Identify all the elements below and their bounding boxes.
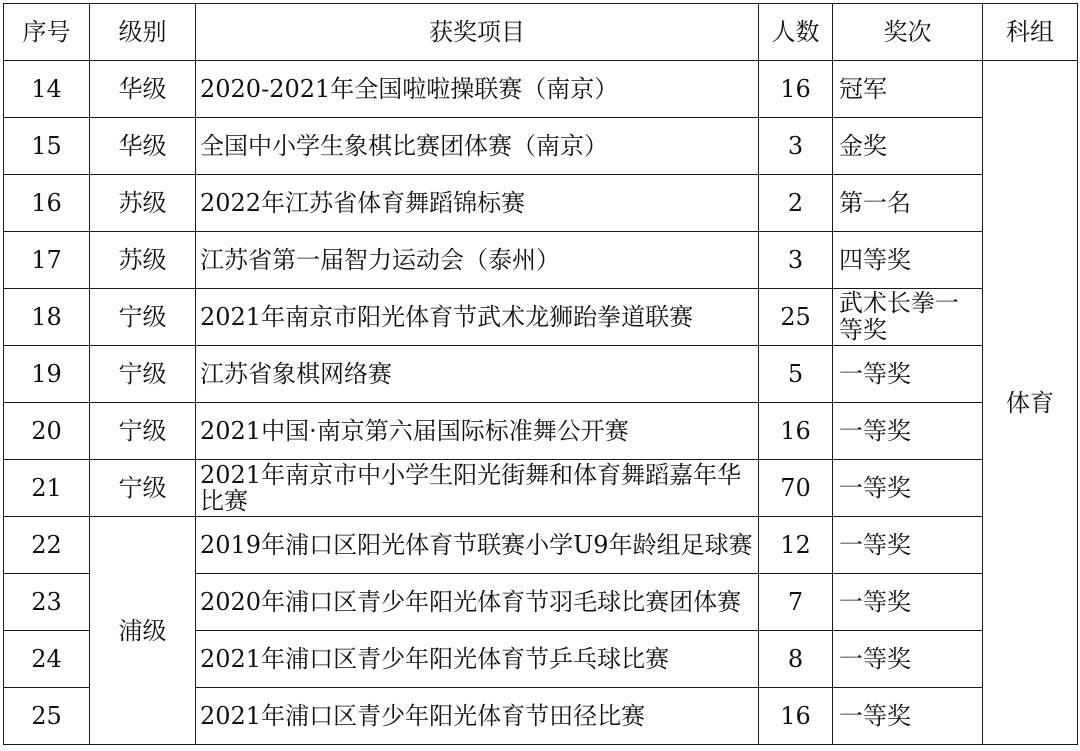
table-body (4, 61, 1078, 745)
table-row (4, 118, 1078, 175)
cell-seq: 14 (4, 61, 90, 118)
cell-seq: 22 (4, 517, 90, 574)
cell-project: 江苏省第一届智力运动会（泰州） (196, 232, 759, 289)
cell-seq: 17 (4, 232, 90, 289)
cell-award: 一等奖 (833, 403, 983, 460)
cell-level: 华级 (90, 61, 196, 118)
cell-award: 金奖 (833, 118, 983, 175)
table-row (4, 175, 1078, 232)
header-award: 奖次 (833, 4, 983, 61)
header-level: 级别 (90, 4, 196, 61)
table-row (4, 460, 1078, 517)
cell-count: 16 (759, 688, 833, 745)
cell-award: 一等奖 (833, 346, 983, 403)
cell-seq: 24 (4, 631, 90, 688)
cell-group: 体育 (983, 61, 1078, 745)
cell-project: 全国中小学生象棋比赛团体赛（南京） (196, 118, 759, 175)
cell-seq: 20 (4, 403, 90, 460)
cell-award: 一等奖 (833, 517, 983, 574)
cell-count: 25 (759, 289, 833, 346)
cell-level: 宁级 (90, 346, 196, 403)
cell-award: 第一名 (833, 175, 983, 232)
cell-level: 苏级 (90, 232, 196, 289)
cell-award: 一等奖 (833, 631, 983, 688)
cell-level: 宁级 (90, 289, 196, 346)
cell-level: 宁级 (90, 460, 196, 517)
cell-count: 16 (759, 61, 833, 118)
cell-count: 2 (759, 175, 833, 232)
table-row (4, 517, 1078, 574)
cell-level: 浦级 (90, 517, 196, 745)
cell-project: 2021年南京市中小学生阳光街舞和体育舞蹈嘉年华比赛 (196, 460, 759, 517)
header-row (4, 4, 1078, 61)
cell-award: 武术长拳一等奖 (833, 289, 983, 346)
cell-seq: 23 (4, 574, 90, 631)
cell-count: 5 (759, 346, 833, 403)
table-row (4, 403, 1078, 460)
cell-count: 12 (759, 517, 833, 574)
cell-level: 华级 (90, 118, 196, 175)
cell-count: 7 (759, 574, 833, 631)
cell-seq: 18 (4, 289, 90, 346)
cell-seq: 15 (4, 118, 90, 175)
header-group: 科组 (983, 4, 1078, 61)
cell-award: 一等奖 (833, 688, 983, 745)
header-seq: 序号 (4, 4, 90, 61)
cell-count: 8 (759, 631, 833, 688)
cell-project: 2022年江苏省体育舞蹈锦标赛 (196, 175, 759, 232)
table-row (4, 61, 1078, 118)
table-header (4, 4, 1078, 61)
table-row (4, 232, 1078, 289)
cell-award: 冠军 (833, 61, 983, 118)
cell-seq: 25 (4, 688, 90, 745)
cell-project: 江苏省象棋网络赛 (196, 346, 759, 403)
cell-level: 苏级 (90, 175, 196, 232)
table-row (4, 289, 1078, 346)
header-project: 获奖项目 (196, 4, 759, 61)
cell-project: 2021年浦口区青少年阳光体育节乒乓球比赛 (196, 631, 759, 688)
cell-project: 2021年浦口区青少年阳光体育节田径比赛 (196, 688, 759, 745)
cell-project: 2019年浦口区阳光体育节联赛小学U9年龄组足球赛 (196, 517, 759, 574)
cell-count: 3 (759, 232, 833, 289)
cell-count: 70 (759, 460, 833, 517)
cell-seq: 21 (4, 460, 90, 517)
cell-level: 宁级 (90, 403, 196, 460)
cell-project: 2021年南京市阳光体育节武术龙狮跆拳道联赛 (196, 289, 759, 346)
cell-award: 一等奖 (833, 460, 983, 517)
cell-seq: 16 (4, 175, 90, 232)
awards-table (3, 3, 1078, 745)
cell-project: 2020年浦口区青少年阳光体育节羽毛球比赛团体赛 (196, 574, 759, 631)
cell-project: 2020-2021年全国啦啦操联赛（南京） (196, 61, 759, 118)
table-row (4, 346, 1078, 403)
cell-count: 3 (759, 118, 833, 175)
cell-seq: 19 (4, 346, 90, 403)
header-count: 人数 (759, 4, 833, 61)
cell-count: 16 (759, 403, 833, 460)
cell-project: 2021中国·南京第六届国际标准舞公开赛 (196, 403, 759, 460)
cell-award: 四等奖 (833, 232, 983, 289)
cell-award: 一等奖 (833, 574, 983, 631)
